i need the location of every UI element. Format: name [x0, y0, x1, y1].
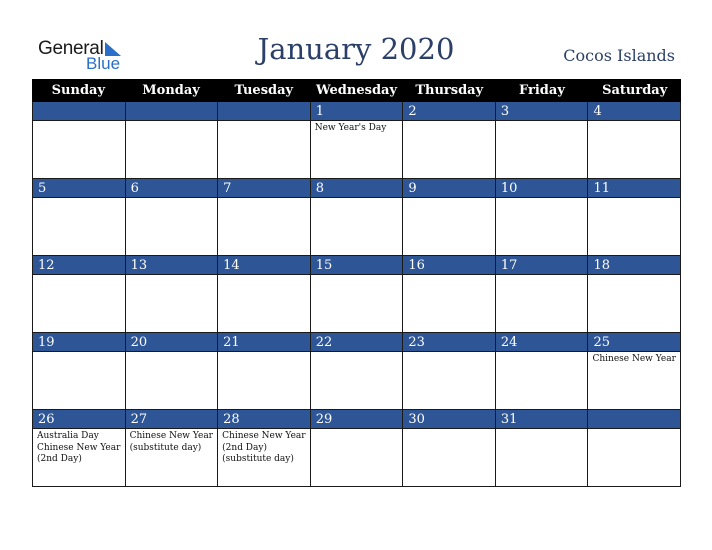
- day-number: 13: [126, 256, 218, 275]
- day-cell: [217, 333, 310, 410]
- day-cell: [125, 102, 218, 179]
- day-cell: [32, 179, 125, 256]
- holiday-label: New Year's Day: [314, 123, 387, 133]
- calendar-title: January 2020: [257, 32, 455, 66]
- holiday-label: [311, 352, 403, 354]
- holiday-label: [33, 121, 125, 123]
- day-number: 17: [496, 256, 588, 275]
- country-name: Cocos Islands: [563, 46, 675, 65]
- day-number: [588, 410, 680, 429]
- day-number: 20: [126, 333, 218, 352]
- holiday-label: Chinese New Year (substitute day): [129, 431, 213, 453]
- day-cell: [125, 179, 218, 256]
- holiday-label: [588, 275, 680, 277]
- day-number: 6: [126, 179, 218, 198]
- day-cell: [310, 256, 403, 333]
- day-number: [218, 102, 310, 121]
- holiday-label: [496, 198, 588, 200]
- day-cell: [32, 410, 125, 487]
- day-cell: [495, 256, 588, 333]
- day-number: 9: [403, 179, 495, 198]
- day-number: 22: [311, 333, 403, 352]
- day-number: [33, 102, 125, 121]
- holiday-label: [403, 352, 495, 354]
- holiday-label: [33, 198, 125, 200]
- day-cell: [495, 333, 588, 410]
- day-cell: [217, 410, 310, 487]
- holiday-label: [33, 275, 125, 277]
- holiday-label: [496, 352, 588, 354]
- weekday-monday: Monday: [142, 83, 200, 98]
- day-cell: [310, 179, 403, 256]
- holiday-label: [403, 429, 495, 431]
- weekday-wednesday: Wednesday: [316, 83, 398, 98]
- day-cell: [402, 333, 495, 410]
- day-number: 19: [33, 333, 125, 352]
- day-number: 26: [33, 410, 125, 429]
- holiday-label: [403, 121, 495, 123]
- day-number: 2: [403, 102, 495, 121]
- day-number: 25: [588, 333, 680, 352]
- holiday-label: [403, 198, 495, 200]
- holiday-label: [218, 275, 310, 277]
- day-cell: [310, 333, 403, 410]
- weekday-friday: Friday: [519, 83, 565, 98]
- holiday-label: [33, 352, 125, 354]
- holiday-label: Chinese New Year: [592, 354, 676, 364]
- day-number: 12: [33, 256, 125, 275]
- holiday-label: [311, 275, 403, 277]
- holiday-label: [126, 275, 218, 277]
- day-number: 29: [311, 410, 403, 429]
- day-cell: [125, 256, 218, 333]
- week-row: [32, 179, 681, 256]
- day-cell: [587, 333, 681, 410]
- holiday-label: [496, 121, 588, 123]
- day-cell: [587, 410, 681, 487]
- day-number: 8: [311, 179, 403, 198]
- logo-text-blue: Blue: [86, 54, 121, 73]
- day-cell: [587, 179, 681, 256]
- holiday-label: Australia Day Chinese New Year (2nd Day): [37, 431, 121, 464]
- day-number: 3: [496, 102, 588, 121]
- day-cell: [402, 410, 495, 487]
- day-number: 18: [588, 256, 680, 275]
- logo-text-general: General: [38, 38, 104, 59]
- holiday-label: [496, 275, 588, 277]
- day-number: 27: [126, 410, 218, 429]
- holiday-label: [311, 198, 403, 200]
- holiday-label: [588, 121, 680, 123]
- holiday-label: [126, 352, 218, 354]
- day-cell: [125, 410, 218, 487]
- day-cell: [495, 410, 588, 487]
- day-cell: [310, 102, 403, 179]
- day-cell: [32, 333, 125, 410]
- holiday-label: [218, 352, 310, 354]
- day-number: 30: [403, 410, 495, 429]
- day-number: 7: [218, 179, 310, 198]
- day-number: 5: [33, 179, 125, 198]
- day-number: 16: [403, 256, 495, 275]
- weekday-tuesday: Tuesday: [234, 83, 294, 98]
- holiday-label: [218, 121, 310, 123]
- weekday-thursday: Thursday: [415, 83, 484, 98]
- day-cell: [32, 102, 125, 179]
- day-cell: [402, 102, 495, 179]
- day-cell: [32, 256, 125, 333]
- day-cell: [310, 410, 403, 487]
- holiday-label: [496, 429, 588, 431]
- weekday-header-row: [32, 79, 681, 102]
- day-number: 24: [496, 333, 588, 352]
- day-number: 1: [311, 102, 403, 121]
- day-number: 31: [496, 410, 588, 429]
- calendar-grid: [32, 79, 681, 487]
- holiday-label: Chinese New Year (2nd Day) (substitute day): [222, 431, 306, 464]
- day-number: 10: [496, 179, 588, 198]
- day-cell: [125, 333, 218, 410]
- weekday-saturday: Saturday: [602, 83, 668, 98]
- day-number: [126, 102, 218, 121]
- day-cell: [402, 256, 495, 333]
- week-rows: [32, 102, 681, 487]
- day-cell: [495, 179, 588, 256]
- week-row: [32, 256, 681, 333]
- day-cell: [217, 179, 310, 256]
- holiday-label: [311, 429, 403, 431]
- weekday-sunday: Sunday: [51, 83, 106, 98]
- day-number: 21: [218, 333, 310, 352]
- day-cell: [217, 256, 310, 333]
- week-row: [32, 410, 681, 487]
- holiday-label: [126, 121, 218, 123]
- holiday-label: [126, 198, 218, 200]
- day-cell: [587, 102, 681, 179]
- holiday-label: [588, 198, 680, 200]
- day-cell: [217, 102, 310, 179]
- day-number: 15: [311, 256, 403, 275]
- week-row: [32, 102, 681, 179]
- day-number: 11: [588, 179, 680, 198]
- holiday-label: [588, 429, 680, 431]
- day-number: 28: [218, 410, 310, 429]
- day-number: 23: [403, 333, 495, 352]
- holiday-label: [218, 198, 310, 200]
- day-number: 14: [218, 256, 310, 275]
- week-row: [32, 333, 681, 410]
- holiday-label: [403, 275, 495, 277]
- day-cell: [587, 256, 681, 333]
- day-number: 4: [588, 102, 680, 121]
- day-cell: [402, 179, 495, 256]
- day-cell: [495, 102, 588, 179]
